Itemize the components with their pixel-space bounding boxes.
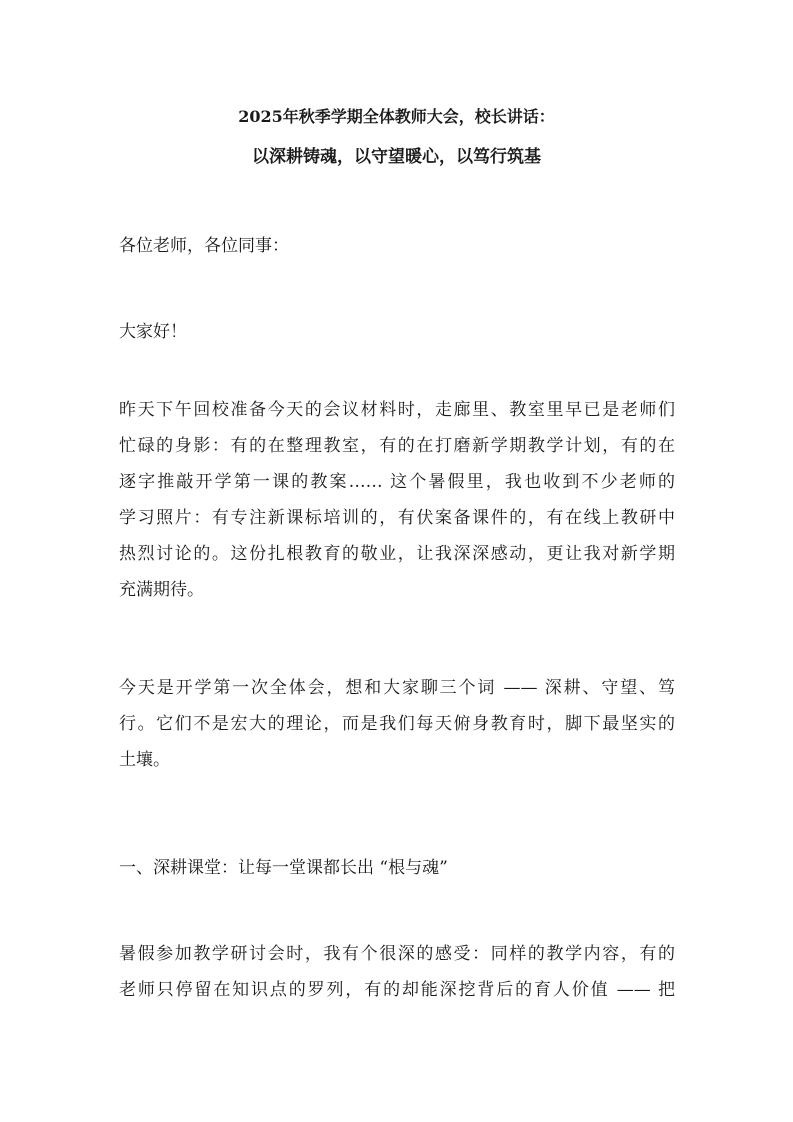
paragraph-line: 忙碌的身影：有的在整理教室，有的在打磨新学期教学计划，有的在 xyxy=(119,436,675,456)
paragraph-line: 行。它们不是宏大的理论，而是我们每天俯身教育时，脚下最坚实的 xyxy=(119,714,675,734)
paragraph-line: 土壤。 xyxy=(119,750,170,770)
body-paragraph xyxy=(119,936,675,1008)
paragraph-line: 暑假参加教学研讨会时，我有个很深的感受：同样的教学内容，有的 xyxy=(119,944,675,964)
section-heading xyxy=(119,850,675,886)
greeting-paragraph xyxy=(119,228,675,264)
intro-paragraph xyxy=(119,392,675,608)
paragraph-line: 今天是开学第一次全体会，想和大家聊三个词 —— 深耕、守望、笃 xyxy=(119,678,675,698)
paragraph-line: 昨天下午回校准备今天的会议材料时，走廊里、教室里早已是老师们 xyxy=(119,400,675,420)
today-paragraph xyxy=(119,670,675,778)
hello-paragraph xyxy=(119,314,675,350)
paragraph-line: 充满期待。 xyxy=(119,580,204,600)
paragraph-line: 学习照片：有专注新课标培训的，有伏案备课件的，有在线上教研中 xyxy=(119,508,675,528)
paragraph-line: 逐字推敲开学第一课的教案…… 这个暑假里，我也收到不少老师的 xyxy=(119,472,675,492)
paragraph-line: 老师只停留在知识点的罗列，有的却能深挖背后的育人价值 —— 把 xyxy=(119,980,675,1000)
section-heading-text: 一、深耕课堂：让每一堂课都长出 “根与魂” xyxy=(119,858,448,878)
paragraph-line: 热烈讨论的。这份扎根教育的敬业，让我深深感动，更让我对新学期 xyxy=(119,544,675,564)
greeting-text: 各位老师，各位同事： xyxy=(119,236,289,256)
document-subtitle: 以深耕铸魂，以守望暖心，以笃行筑基 xyxy=(252,147,541,167)
hello-text: 大家好！ xyxy=(119,322,187,342)
document-title: 2025年秋季学期全体教师大会，校长讲话： xyxy=(238,107,555,126)
